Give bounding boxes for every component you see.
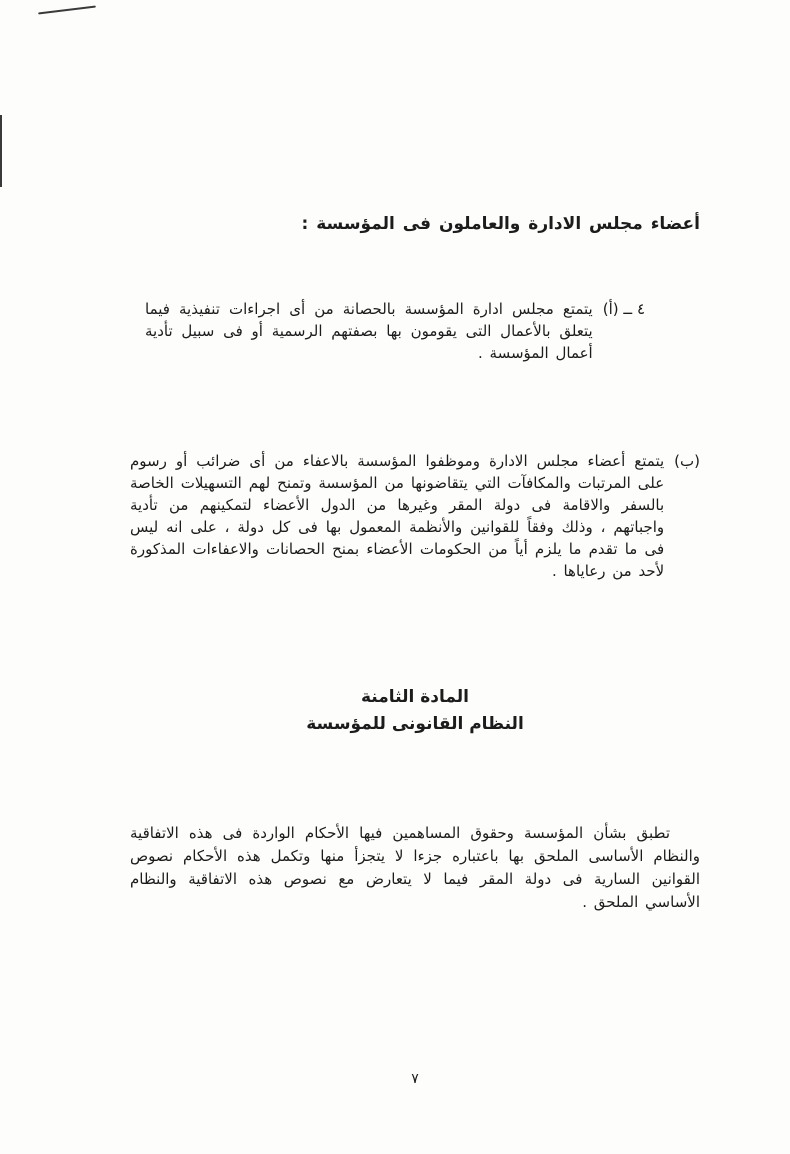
article-title: المادة الثامنة xyxy=(361,687,469,707)
article-subtitle: النظام القانونى للمؤسسة xyxy=(306,714,524,734)
page-number: ٧ xyxy=(411,1071,419,1087)
page-content xyxy=(130,212,700,1087)
clause-4b-marker: (ب) xyxy=(674,452,700,470)
article-heading xyxy=(130,684,700,738)
clause-4a xyxy=(145,298,645,364)
clause-4a-text: يتمتع مجلس ادارة المؤسسة بالحصانة من أى اجراءات تنفيذية فيما يتعلق بالأعمال التى يقومون بها بصفتهم الرسمية أو فى سبيل تأدية أعمال المؤسسة . xyxy=(145,300,593,362)
section-heading: أعضاء مجلس الادارة والعاملون فى المؤسسة : xyxy=(301,214,700,234)
clause-4b-text: يتمتع أعضاء مجلس الادارة وموظفوا المؤسسة بالاعفاء من أى ضرائب أو رسوم على المرتبات والمكافآت التي يتقاضونها من المؤسسة وتمنح لهم التسهيلات الخاصة بالسفر والاقامة فى دولة المقر وغيرها من الدول الأعضاء لتمكينهم من تأدية واجباتهم ، وذلك وفقاً للقوانين والأنظمة المعمول بها فى كل دولة ، على انه ليس فى ما تقدم ما يلزم أياً من الحكومات الأعضاء بمنح الحصانات والاعفاءات المذكورة لأحد من رعاياها . xyxy=(130,452,665,580)
article-body-paragraph: تطبق بشأن المؤسسة وحقوق المساهمين فيها الأحكام الواردة فى هذه الاتفاقية والنظام الأساسى الملحق بها باعتباره جزءا لا يتجزأ منها وتكمل هذه الأحكام نصوص القوانين السارية فى دولة المقر فيما لا يتعارض مع نصوص هذه الاتفاقية والنظام الأساسي الملحق . xyxy=(130,824,700,911)
scan-artifact-top xyxy=(38,5,96,14)
clause-4b xyxy=(130,450,700,626)
clause-4a-marker: ٤ ــ (أ) xyxy=(602,300,645,318)
scan-artifact-left xyxy=(0,115,2,187)
